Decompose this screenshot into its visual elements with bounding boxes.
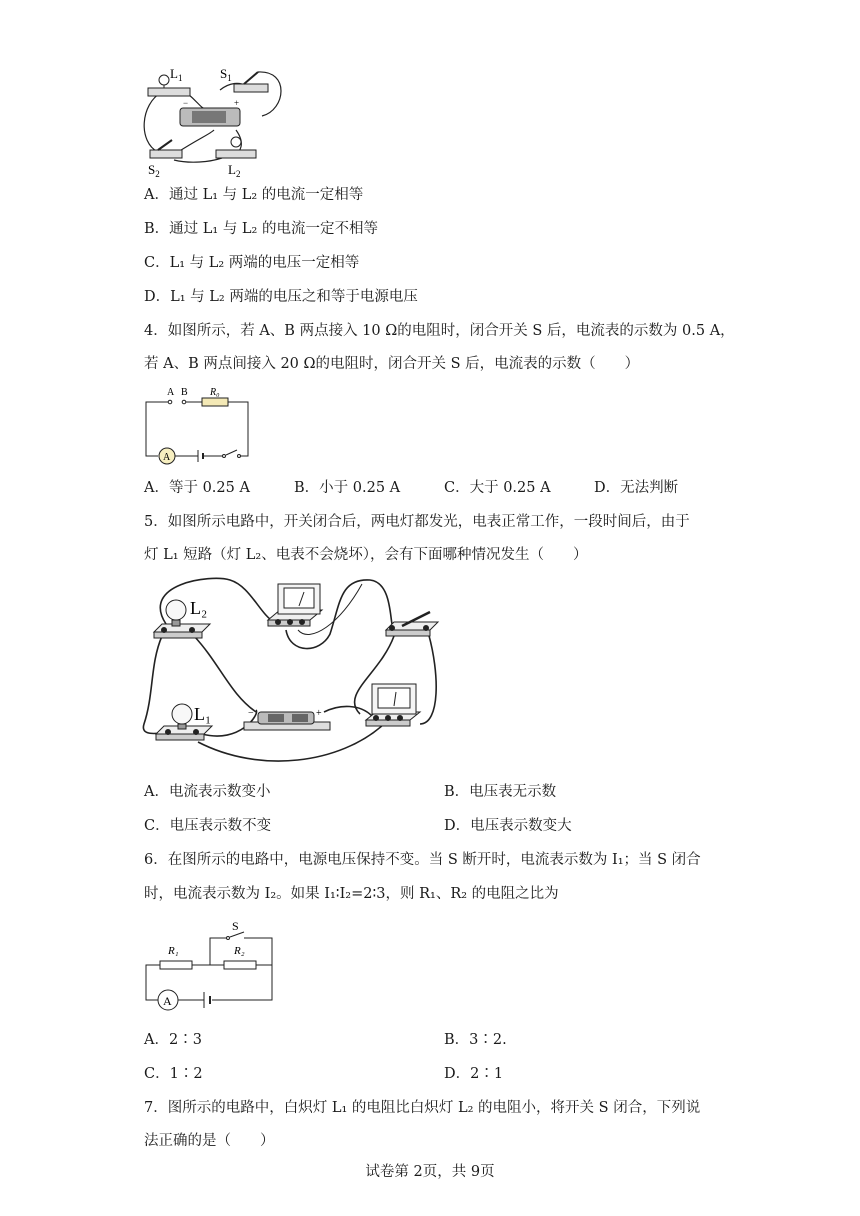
- q3-option-c: C．L₁ 与 L₂ 两端的电压一定相等: [144, 255, 360, 271]
- q3-label-l2: $L_2$: [228, 162, 241, 179]
- q3-label-l1: $L_1$: [170, 66, 183, 83]
- q4-label-r0: R₀: [210, 387, 220, 398]
- q7-question-line1: 7．图所示的电路中，白炽灯 L₁ 的电阻比白炽灯 L₂ 的电阻小，将开关 S 闭合，下列说: [144, 1100, 701, 1116]
- page-footer: 试卷第 2页，共 9页: [365, 1164, 495, 1180]
- q4-option-b: B．小于 0.25 A: [294, 480, 401, 496]
- q7-question-line2: 法正确的是（ ）: [144, 1133, 275, 1149]
- q4-option-d: D．无法判断: [594, 480, 679, 496]
- q3-option-d: D．L₁ 与 L₂ 两端的电压之和等于电源电压: [144, 289, 418, 305]
- q4-label-a: A: [167, 387, 175, 398]
- q6-label-s: S: [232, 919, 239, 933]
- q6-option-d: D．2∶1: [444, 1066, 504, 1082]
- q5-circuit-figure: [140, 574, 452, 776]
- q3-label-s1: $S_1$: [220, 66, 232, 83]
- q5-option-c: C．电压表示数不变: [144, 818, 272, 834]
- svg-text:+: +: [316, 708, 322, 719]
- q6-option-c: C．1∶2: [144, 1066, 203, 1082]
- svg-text:−: −: [248, 708, 254, 719]
- q5-option-b: B．电压表无示数: [444, 784, 557, 800]
- q4-option-c: C．大于 0.25 A: [444, 480, 551, 496]
- q3-label-s2: $S_2$: [148, 162, 160, 179]
- q5-label-l1: L₁: [194, 704, 212, 724]
- q3-option-b: B．通过 L₁ 与 L₂ 的电流一定不相等: [144, 221, 378, 237]
- q3-option-a: A．通过 L₁ 与 L₂ 的电流一定相等: [144, 187, 364, 203]
- q6-question-line1: 6．在图所示的电路中，电源电压保持不变。当 S 断开时，电流表示数为 I₁；当 S 闭合: [144, 852, 701, 868]
- q4-question-line2: 若 A、B 两点间接入 20 Ω的电阻时，闭合开关 S 后，电流表的示数（ ）: [144, 356, 640, 372]
- svg-text:+: +: [234, 98, 240, 108]
- q6-question-line2: 时，电流表示数为 I₂。如果 I₁∶I₂=2∶3，则 R₁、R₂ 的电阻之比为: [144, 886, 559, 902]
- q5-option-d: D．电压表示数变大: [444, 818, 572, 834]
- q4-question-line1: 4．如图所示，若 A、B 两点接入 10 Ω的电阻时，闭合开关 S 后，电流表的示数为 0.5 A，: [144, 323, 735, 339]
- q4-circuit-figure: [140, 384, 260, 470]
- q6-label-r1: R₁: [168, 945, 179, 957]
- q6-circuit-figure: [140, 910, 280, 1012]
- q5-option-a: A．电流表示数变小: [144, 784, 271, 800]
- q4-ammeter-label: A: [163, 452, 171, 463]
- q3-circuit-figure: [140, 64, 290, 180]
- q5-question-line1: 5．如图所示电路中，开关闭合后，两电灯都发光，电表正常工作，一段时间后，由于: [144, 514, 690, 530]
- svg-text:−: −: [183, 98, 189, 108]
- q6-option-a: A．2∶3: [144, 1032, 202, 1048]
- q4-label-b: B: [181, 387, 188, 398]
- q5-question-line2: 灯 L₁ 短路（灯 L₂、电表不会烧坏），会有下面哪种情况发生（ ）: [144, 547, 588, 563]
- q4-option-a: A．等于 0.25 A: [144, 480, 250, 496]
- q6-ammeter-label: A: [163, 994, 172, 1008]
- q6-option-b: B．3∶2.: [444, 1032, 507, 1048]
- q5-label-l2: L₂: [190, 598, 208, 618]
- q6-label-r2: R₂: [234, 945, 245, 957]
